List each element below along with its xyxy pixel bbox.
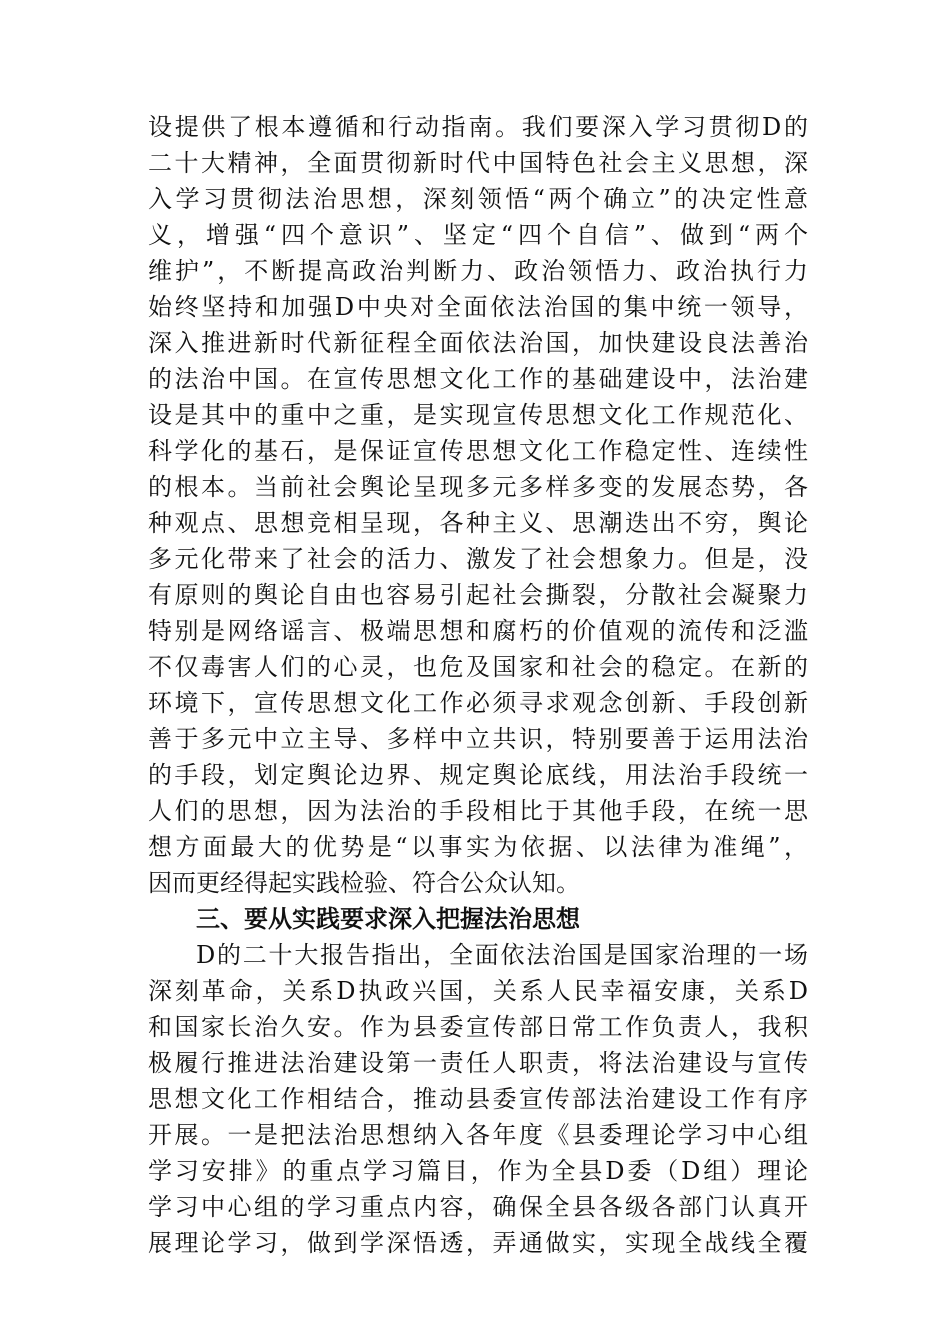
paragraph-legal-thought-study xyxy=(148,109,808,901)
text-line: 学习中心组的学习重点内容，确保全县各级各部门认真开 xyxy=(148,1193,808,1221)
text-line: 多元化带来了社会的活力、激发了社会想象力。但是，没 xyxy=(148,545,808,573)
text-line: 科学化的基石，是保证宣传思想文化工作稳定性、连续性 xyxy=(148,437,808,465)
text-line: 因而更经得起实践检验、符合公众认知。 xyxy=(148,869,580,897)
text-line: 和国家长治久安。作为县委宣传部日常工作负责人，我积 xyxy=(148,1013,808,1041)
text-line: 开展。一是把法治思想纳入各年度《县委理论学习中心组 xyxy=(148,1121,808,1149)
text-line: 设提供了根本遵循和行动指南。我们要深入学习贯彻D的 xyxy=(148,113,808,141)
text-line: 想方面最大的优势是“以事实为依据、以法律为准绳”， xyxy=(148,833,808,861)
text-line: 有原则的舆论自由也容易引起社会撕裂，分散社会凝聚力 xyxy=(148,581,808,609)
text-line: 环境下，宣传思想文化工作必须寻求观念创新、手段创新 xyxy=(148,689,808,717)
text-line: 二十大精神，全面贯彻新时代中国特色社会主义思想，深 xyxy=(148,149,808,177)
text-line: D的二十大报告指出，全面依法治国是国家治理的一场 xyxy=(196,941,808,969)
text-line: 义，增强“四个意识”、坚定“四个自信”、做到“两个 xyxy=(148,221,808,249)
text-line: 入学习贯彻法治思想，深刻领悟“两个确立”的决定性意 xyxy=(148,185,808,213)
text-line: 善于多元中立主导、多样中立共识，特别要善于运用法治 xyxy=(148,725,808,753)
text-line: 的根本。当前社会舆论呈现多元多样多变的发展态势，各 xyxy=(148,473,808,501)
text-line: 特别是网络谣言、极端思想和腐朽的价值观的流传和泛滥 xyxy=(148,617,808,645)
text-line: 的法治中国。在宣传思想文化工作的基础建设中，法治建 xyxy=(148,365,808,393)
text-line: 不仅毒害人们的心灵，也危及国家和社会的稳定。在新的 xyxy=(148,653,808,681)
text-line: 维护”，不断提高政治判断力、政治领悟力、政治执行力 xyxy=(148,257,808,285)
document-body xyxy=(148,109,808,1261)
text-line: 极履行推进法治建设第一责任人职责，将法治建设与宣传 xyxy=(148,1049,808,1077)
paragraph-practice-requirements xyxy=(148,937,808,1261)
text-line: 展理论学习，做到学深悟透，弄通做实，实现全战线全覆 xyxy=(148,1229,808,1257)
section-heading xyxy=(148,901,808,937)
text-line: 深入推进新时代新征程全面依法治国，加快建设良法善治 xyxy=(148,329,808,357)
text-line: 思想文化工作相结合，推动县委宣传部法治建设工作有序 xyxy=(148,1085,808,1113)
section-heading-text: 三、要从实践要求深入把握法治思想 xyxy=(196,905,580,933)
text-line: 种观点、思想竞相呈现，各种主义、思潮迭出不穷，舆论 xyxy=(148,509,808,537)
text-line: 设是其中的重中之重，是实现宣传思想文化工作规范化、 xyxy=(148,401,808,429)
text-line: 人们的思想，因为法治的手段相比于其他手段，在统一思 xyxy=(148,797,808,825)
text-line: 深刻革命，关系D执政兴国，关系人民幸福安康，关系D xyxy=(148,977,808,1005)
text-line: 的手段，划定舆论边界、规定舆论底线，用法治手段统一 xyxy=(148,761,808,789)
text-line: 学习安排》的重点学习篇目，作为全县D委（D组）理论 xyxy=(148,1157,808,1185)
text-line: 始终坚持和加强D中央对全面依法治国的集中统一领导， xyxy=(148,293,808,321)
